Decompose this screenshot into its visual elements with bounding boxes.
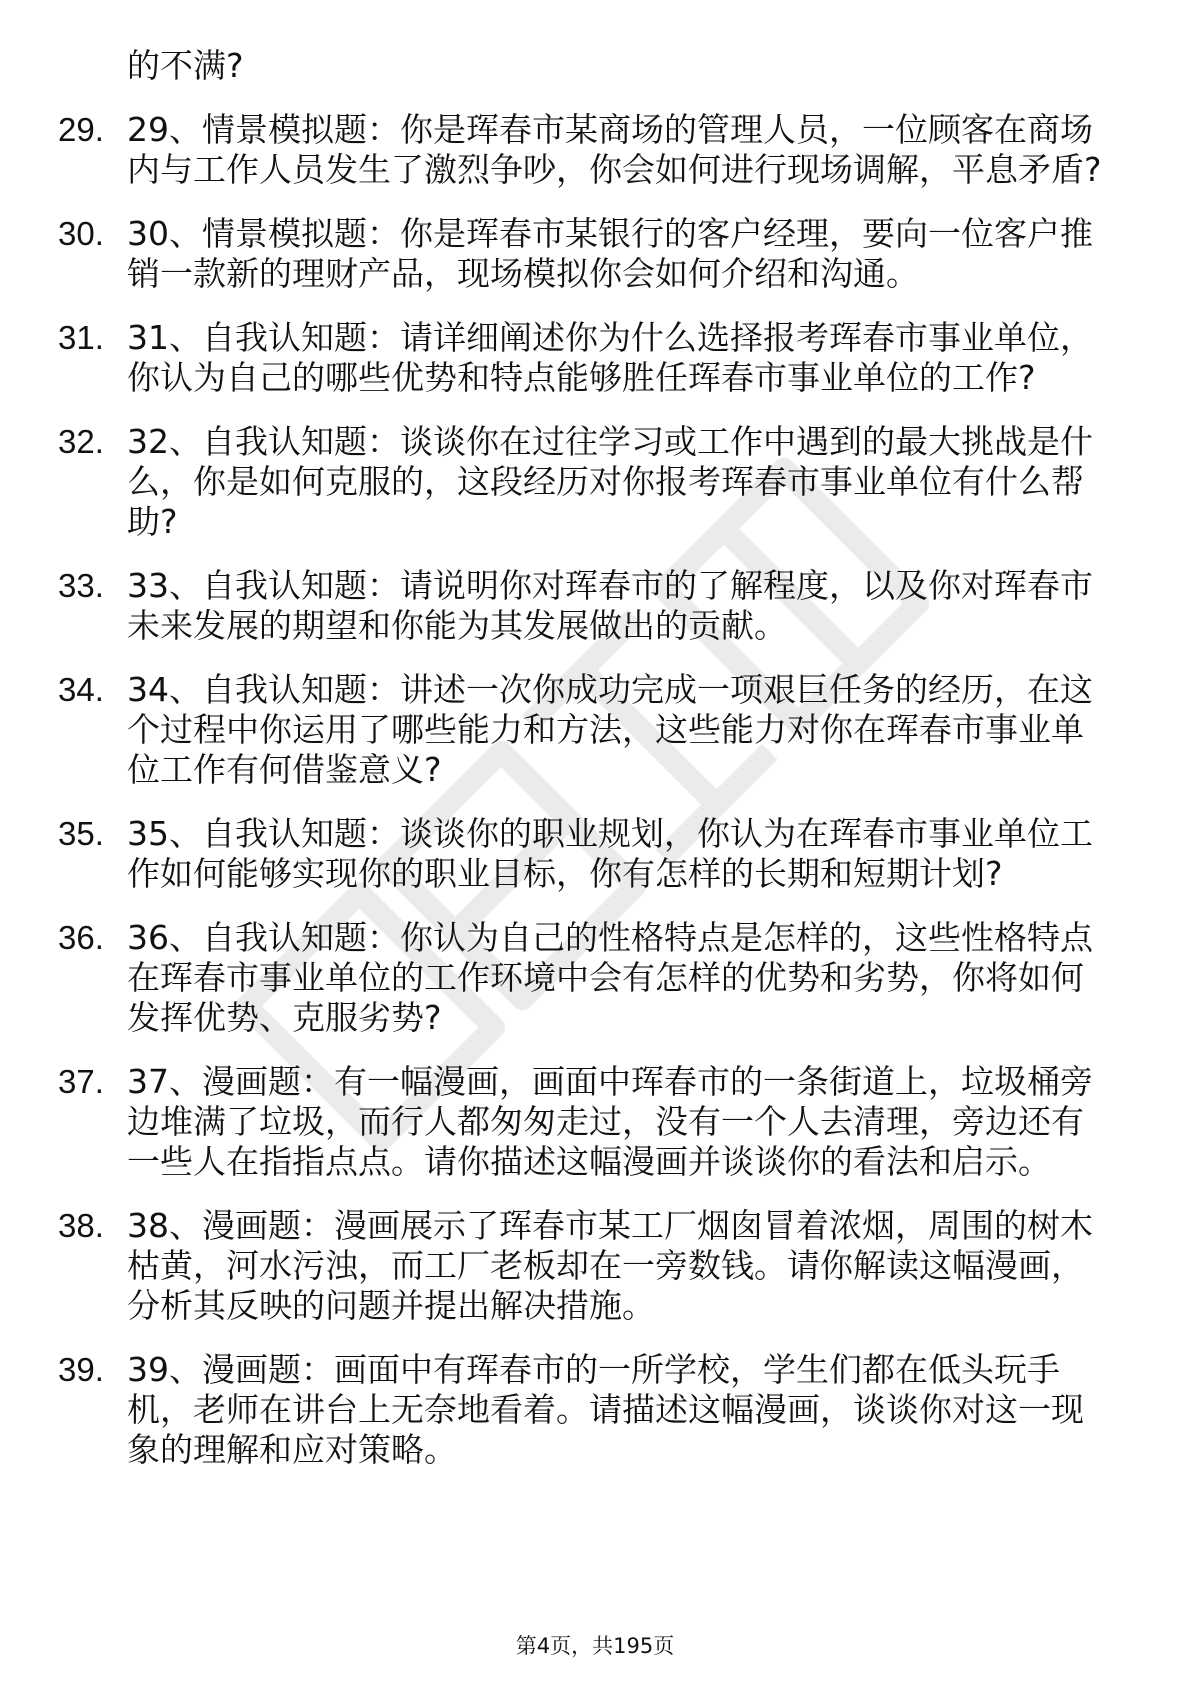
question-item — [0, 318, 1190, 398]
question-text: 39、漫画题：画面中有珲春市的一所学校，学生们都在低头玩手机，老师在讲台上无奈地看着。请描述这幅漫画，谈谈你对这一现象的理解和应对策略。 — [127, 1350, 1084, 1469]
question-text: 34、自我认知题：讲述一次你成功完成一项艰巨任务的经历，在这个过程中你运用了哪些能力和方法，这些能力对你在珲春市事业单位工作有何借鉴意义? — [127, 670, 1093, 789]
question-text: 32、自我认知题：谈谈你在过往学习或工作中遇到的最大挑战是什么，你是如何克服的，这段经历对你报考珲春市事业单位有什么帮助? — [127, 422, 1093, 541]
question-item — [0, 670, 1190, 790]
continuation-line — [0, 46, 1190, 86]
question-item — [0, 1062, 1190, 1182]
question-item — [0, 1350, 1190, 1470]
question-number: 29. — [58, 111, 104, 148]
question-text: 31、自我认知题：请详细阐述你为什么选择报考珲春市事业单位，你认为自己的哪些优势和特点能够胜任珲春市事业单位的工作? — [127, 318, 1093, 397]
question-number: 38. — [58, 1207, 104, 1244]
question-number: 31. — [58, 319, 104, 356]
question-list — [0, 46, 1190, 1494]
question-number: 30. — [58, 215, 104, 252]
question-number: 37. — [58, 1063, 104, 1100]
question-item — [0, 566, 1190, 646]
question-text: 33、自我认知题：请说明你对珲春市的了解程度，以及你对珲春市未来发展的期望和你能为其发展做出的贡献。 — [127, 566, 1093, 645]
question-item — [0, 918, 1190, 1038]
question-text: 30、情景模拟题：你是珲春市某银行的客户经理，要向一位客户推销一款新的理财产品，现场模拟你会如何介绍和沟通。 — [127, 214, 1093, 293]
continuation-text: 的不满? — [127, 46, 244, 85]
question-item — [0, 110, 1190, 190]
page-footer: 第4页，共195页 — [515, 1634, 675, 1658]
question-number: 33. — [58, 567, 104, 604]
question-text: 37、漫画题：有一幅漫画，画面中珲春市的一条街道上，垃圾桶旁边堆满了垃圾，而行人都匆匆走过，没有一个人去清理，旁边还有一些人在指指点点。请你描述这幅漫画并谈谈你的看法和启示。 — [127, 1062, 1093, 1181]
question-item — [0, 1206, 1190, 1326]
question-number: 34. — [58, 671, 104, 708]
question-item — [0, 214, 1190, 294]
question-item — [0, 422, 1190, 542]
question-text: 38、漫画题：漫画展示了珲春市某工厂烟囱冒着浓烟，周围的树木枯黄，河水污浊，而工厂老板却在一旁数钱。请你解读这幅漫画，分析其反映的问题并提出解决措施。 — [127, 1206, 1093, 1325]
question-number: 36. — [58, 919, 104, 956]
question-item — [0, 814, 1190, 894]
question-number: 39. — [58, 1351, 104, 1388]
question-text: 29、情景模拟题：你是珲春市某商场的管理人员，一位顾客在商场内与工作人员发生了激烈争吵，你会如何进行现场调解，平息矛盾? — [127, 110, 1102, 189]
question-number: 35. — [58, 815, 104, 852]
question-number: 32. — [58, 423, 104, 460]
question-text: 36、自我认知题：你认为自己的性格特点是怎样的，这些性格特点在珲春市事业单位的工作环境中会有怎样的优势和劣势，你将如何发挥优势、克服劣势? — [127, 918, 1093, 1037]
question-text: 35、自我认知题：谈谈你的职业规划，你认为在珲春市事业单位工作如何能够实现你的职业目标，你有怎样的长期和短期计划? — [127, 814, 1093, 893]
